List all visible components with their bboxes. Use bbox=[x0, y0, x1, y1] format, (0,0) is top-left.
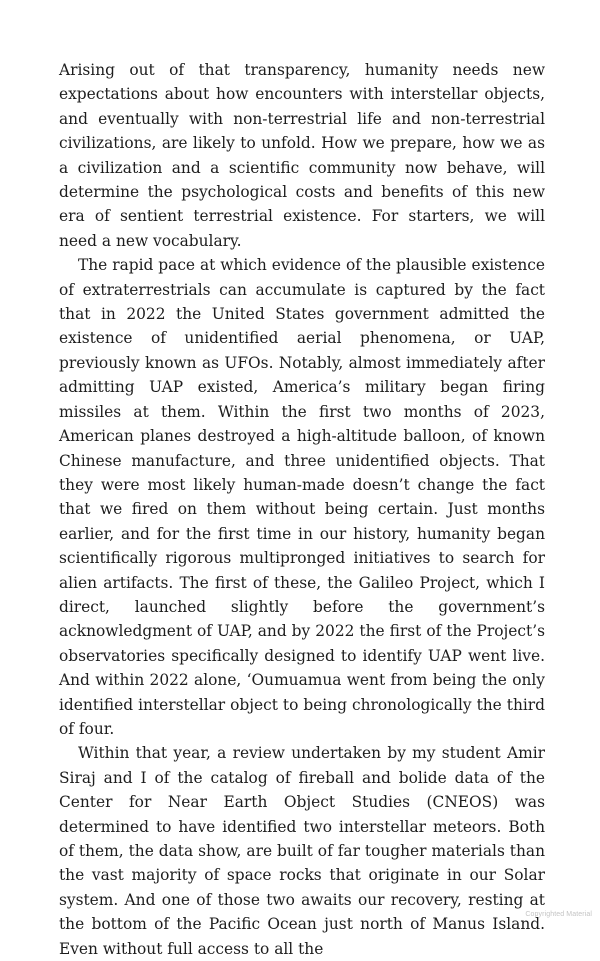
paragraph-3: Within that year, a review undertaken by my student Amir Siraj and I of the catalog of fireball and bolide data of the Center for Near Earth Object Studies (CNEOS) was determined to have identified two interstellar meteors. Both of them, the data show, are built of far tougher materials than the vast majority of space rocks that originate in our Solar system. And one of those two awaits our recovery, resting at the bottom of the Pacific Ocean just north of Manus Island. Even without full access to all the bbox=[59, 744, 545, 958]
paragraph-1: Arising out of that transparency, humanity needs new expectations about how encounters with interstellar objects, and eventually with non-terrestrial life and non-terrestrial civilizations, are likely to unfold. How we prepare, how we as a civilization and a scientific community now behave, will determine the psychological costs and benefits of this new era of sentient terrestrial existence. For starters, we will need a new vocabulary. bbox=[59, 61, 545, 250]
book-page bbox=[59, 58, 545, 961]
copyright-watermark: Copyrighted Material bbox=[525, 911, 592, 918]
paragraph-2: The rapid pace at which evidence of the plausible existence of extraterrestrials can accumulate is captured by the fact that in 2022 the United States government admitted the existence of unidentified aerial phenomena, or UAP, previously known as UFOs. Notably, almost immediately after admitting UAP existed, America’s military began firing missiles at them. Within the first two months of 2023, American planes destroyed a high-altitude balloon, of known Chinese manufacture, and three unidentified objects. That they were most likely human-made doesn’t change the fact that we fired on them without being certain. Just months earlier, and for the first time in our history, humanity began scientifically rigorous multipronged initiatives to search for alien artifacts. The first of these, the Galileo Project, which I direct, launched slightly before the government’s acknowledgment of UAP, and by 2022 the first of the Project’s observatories specifically designed to identify UAP went live. And within 2022 alone, ‘Oumuamua went from being the only identified interstellar object to being chronologically the third of four. bbox=[59, 256, 545, 738]
